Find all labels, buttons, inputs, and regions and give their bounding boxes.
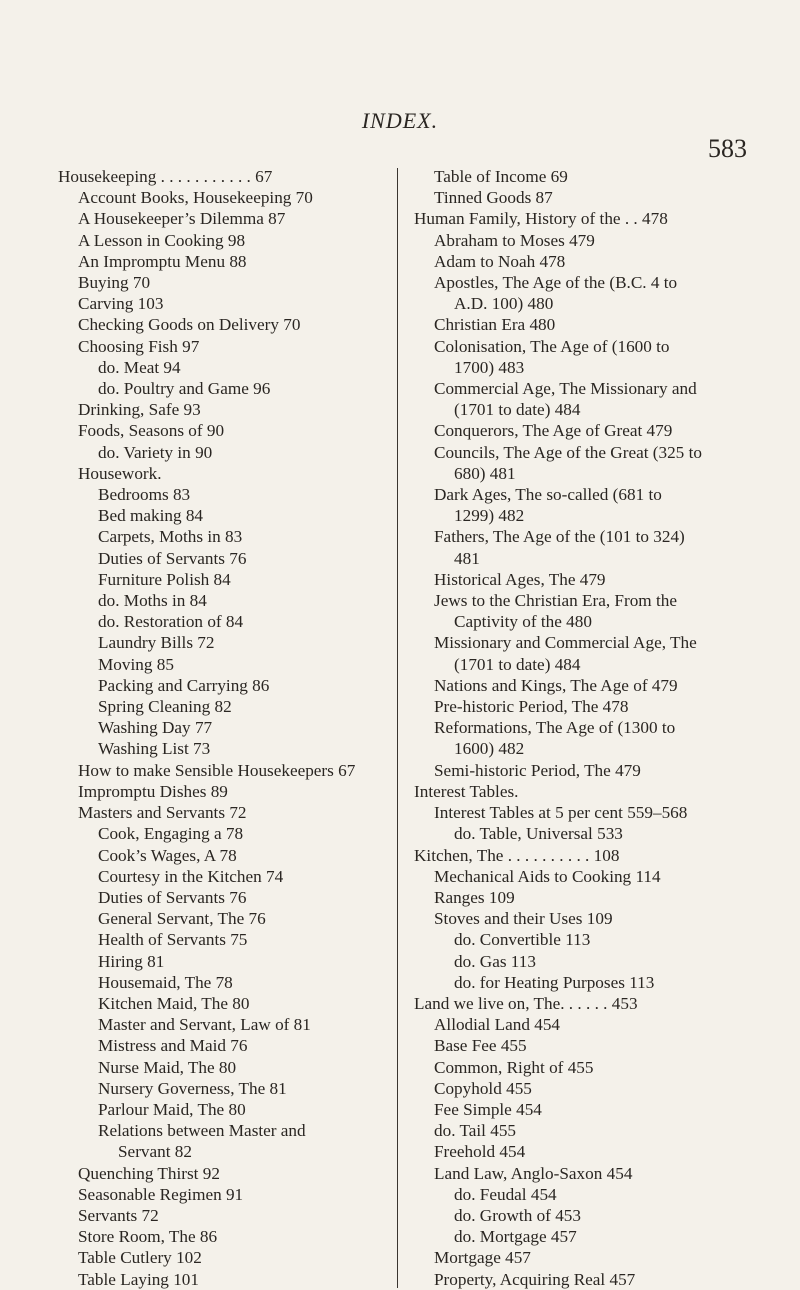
- index-entry: Bedrooms 83: [98, 485, 191, 505]
- index-entry: Conquerors, The Age of Great 479: [434, 421, 673, 441]
- index-entry: Kitchen, The . . . . . . . . . . 108: [414, 845, 620, 865]
- index-entry: Allodial Land 454: [434, 1015, 561, 1035]
- index-entry: Washing Day 77: [98, 718, 213, 738]
- left-index-column: [58, 166, 388, 1290]
- index-entry: Seasonable Regimen 91: [78, 1184, 244, 1204]
- index-entry: Furniture Polish 84: [98, 569, 231, 589]
- index-entry: Foods, Seasons of 90: [78, 421, 225, 441]
- index-entry: Housekeeping . . . . . . . . . . . 67: [58, 167, 273, 186]
- index-entry: Fathers, The Age of the (101 to 324): [434, 527, 685, 547]
- index-entry: Table Laying 101: [78, 1269, 199, 1289]
- index-entry: Historical Ages, The 479: [434, 569, 606, 589]
- index-entry: do. Tail 455: [434, 1121, 517, 1141]
- index-entry: Tinned Goods 87: [434, 188, 553, 208]
- index-entry: do. Moths in 84: [98, 591, 207, 611]
- index-entry: Hiring 81: [98, 951, 165, 971]
- index-entry: Duties of Servants 76: [98, 548, 247, 568]
- index-entry: Courtesy in the Kitchen 74: [98, 866, 284, 886]
- index-entry: Duties of Servants 76: [98, 887, 247, 907]
- index-entry: Dark Ages, The so-called (681 to: [434, 485, 662, 505]
- index-entry: Commercial Age, The Missionary and: [434, 379, 697, 399]
- index-entry: Drinking, Safe 93: [78, 400, 201, 420]
- index-entry: Checking Goods on Delivery 70: [78, 315, 301, 335]
- index-entry: Washing List 73: [98, 739, 211, 759]
- index-entry: do. Poultry and Game 96: [98, 379, 271, 399]
- column-divider: [397, 168, 398, 1288]
- index-entry: Housework.: [78, 463, 162, 483]
- index-entry: An Impromptu Menu 88: [78, 251, 247, 271]
- index-entry: do. Restoration of 84: [98, 612, 244, 632]
- page-title: INDEX.: [361, 108, 439, 133]
- index-entry: A Lesson in Cooking 98: [78, 230, 246, 250]
- index-entry: Colonisation, The Age of (1600 to: [434, 336, 670, 356]
- index-entry: do. Variety in 90: [98, 442, 213, 462]
- index-entry: Carpets, Moths in 83: [98, 527, 243, 547]
- index-entry: Interest Tables.: [414, 781, 519, 801]
- index-entry: Common, Right of 455: [434, 1057, 594, 1077]
- index-entry: A Housekeeper’s Dilemma 87: [78, 209, 286, 229]
- index-entry: do. Table, Universal 533: [454, 824, 623, 844]
- index-entry: Christian Era 480: [434, 315, 556, 335]
- index-entry: Master and Servant, Law of 81: [98, 1015, 311, 1035]
- index-entry: Parlour Maid, The 80: [98, 1099, 246, 1119]
- right-index-column: [414, 166, 769, 1290]
- index-entry: Nursery Governess, The 81: [98, 1078, 287, 1098]
- index-entry: Servant 82: [118, 1142, 192, 1162]
- index-entry: 1299) 482: [454, 506, 525, 526]
- index-entry: Laundry Bills 72: [98, 633, 215, 653]
- index-entry: Councils, The Age of the Great (325 to: [434, 442, 702, 462]
- index-entry: Spring Cleaning 82: [98, 697, 232, 717]
- index-entry: Missionary and Commercial Age, The: [434, 633, 697, 653]
- index-entry: 680) 481: [454, 463, 516, 483]
- index-entry: Quenching Thirst 92: [78, 1163, 220, 1183]
- index-entry: (1701 to date) 484: [454, 400, 581, 420]
- index-entry: Freehold 454: [434, 1142, 526, 1162]
- index-entry: Cook, Engaging a 78: [98, 824, 244, 844]
- index-entry: Packing and Carrying 86: [98, 675, 270, 695]
- index-entry: Mistress and Maid 76: [98, 1036, 248, 1056]
- index-entry: Abraham to Moses 479: [434, 230, 595, 250]
- index-entry: 1700) 483: [454, 357, 525, 377]
- index-entry: Nurse Maid, The 80: [98, 1057, 237, 1077]
- index-entry: Adam to Noah 478: [434, 251, 566, 271]
- index-entry: Health of Servants 75: [98, 930, 248, 950]
- index-entry: do. Mortgage 457: [454, 1227, 577, 1247]
- index-entry: Impromptu Dishes 89: [78, 781, 228, 801]
- index-entry: Cook’s Wages, A 78: [98, 845, 237, 865]
- index-entry: 481: [454, 548, 480, 568]
- index-entry: Servants 72: [78, 1205, 159, 1225]
- index-entry: Interest Tables at 5 per cent 559–568: [434, 803, 688, 823]
- index-entry: do. Convertible 113: [454, 930, 591, 950]
- index-entry: (1701 to date) 484: [454, 654, 581, 674]
- index-entry: do. for Heating Purposes 113: [454, 972, 655, 992]
- index-entry: Mechanical Aids to Cooking 114: [434, 866, 661, 886]
- index-entry: do. Gas 113: [454, 951, 536, 971]
- index-entry: Jews to the Christian Era, From the: [434, 591, 677, 611]
- index-entry: Kitchen Maid, The 80: [98, 993, 250, 1013]
- index-entry: Fee Simple 454: [434, 1099, 542, 1119]
- index-entry: Housemaid, The 78: [98, 972, 233, 992]
- index-entry: 1600) 482: [454, 739, 525, 759]
- page-number: 583: [708, 134, 747, 163]
- index-entry: Nations and Kings, The Age of 479: [434, 675, 678, 695]
- index-entry: General Servant, The 76: [98, 909, 266, 929]
- index-entry: Choosing Fish 97: [78, 336, 200, 356]
- index-entry: Reformations, The Age of (1300 to: [434, 718, 676, 738]
- index-entry: Stoves and their Uses 109: [434, 909, 613, 929]
- index-entry: Moving 85: [98, 654, 174, 674]
- index-entry: Table of Income 69: [434, 167, 568, 186]
- index-entry: How to make Sensible Housekeepers 67: [78, 760, 356, 780]
- index-entry: Captivity of the 480: [454, 612, 592, 632]
- index-entry: Land we live on, The. . . . . . 453: [414, 993, 638, 1013]
- index-entry: do. Growth of 453: [454, 1205, 581, 1225]
- index-entry: Table Cutlery 102: [78, 1248, 202, 1268]
- index-entry: Apostles, The Age of the (B.C. 4 to: [434, 273, 678, 293]
- index-entry: Land Law, Anglo-Saxon 454: [434, 1163, 633, 1183]
- index-entry: do. Feudal 454: [454, 1184, 557, 1204]
- index-entry: Bed making 84: [98, 506, 204, 526]
- index-entry: Carving 103: [78, 294, 164, 314]
- index-entry: Human Family, History of the . . 478: [414, 209, 668, 229]
- index-entry: do. Meat 94: [98, 357, 181, 377]
- index-entry: A.D. 100) 480: [454, 294, 554, 314]
- index-entry: Buying 70: [78, 273, 151, 293]
- index-entry: Masters and Servants 72: [78, 803, 247, 823]
- index-entry: Relations between Master and: [98, 1121, 306, 1141]
- index-entry: Property, Acquiring Real 457: [434, 1269, 636, 1289]
- index-entry: Store Room, The 86: [78, 1227, 218, 1247]
- index-entry: Pre-historic Period, The 478: [434, 697, 629, 717]
- index-entry: Account Books, Housekeeping 70: [78, 188, 313, 208]
- index-entry: Copyhold 455: [434, 1078, 532, 1098]
- index-entry: Base Fee 455: [434, 1036, 527, 1056]
- index-entry: Ranges 109: [434, 887, 515, 907]
- index-entry: Semi-historic Period, The 479: [434, 760, 641, 780]
- index-entry: Mortgage 457: [434, 1248, 531, 1268]
